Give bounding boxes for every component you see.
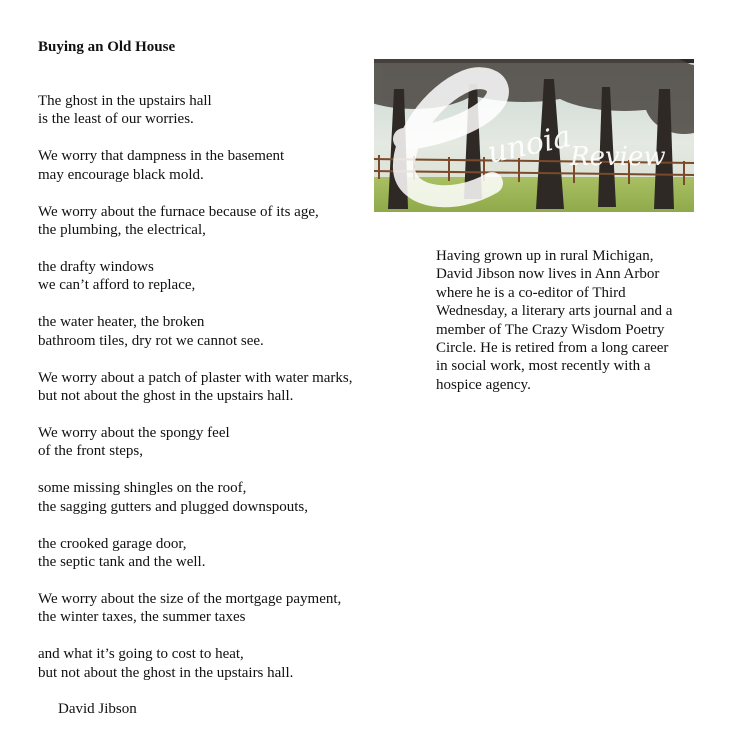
poem-stanza <box>38 369 398 406</box>
bio-line: David Jibson now lives in Ann Arbor <box>436 266 660 283</box>
poem-line: is the least of our worries. <box>38 111 194 128</box>
poem-stanza <box>38 147 398 184</box>
poem-stanza <box>38 92 398 129</box>
logo-text-left: unoia <box>484 119 575 171</box>
poem-line: the plumbing, the electrical, <box>38 222 206 239</box>
poem-line: of the front steps, <box>38 443 143 460</box>
poem-line: the water heater, the broken <box>38 314 205 331</box>
poem-line: the septic tank and the well. <box>38 553 206 570</box>
poem-line: The ghost in the upstairs hall <box>38 93 212 109</box>
poem-stanza <box>38 590 398 627</box>
poem-line: bathroom tiles, dry rot we cannot see. <box>38 332 264 349</box>
bio-line: in social work, most recently with a <box>436 358 651 375</box>
bio-line: Having grown up in rural Michigan, <box>436 248 654 264</box>
poem-line: We worry about the spongy feel <box>38 424 230 441</box>
bio-line: member of The Crazy Wisdom Poetry <box>436 321 665 338</box>
poem-stanza <box>38 424 398 461</box>
poem-line: but not about the ghost in the upstairs hall. <box>38 387 294 404</box>
bio-line: Wednesday, a literary arts journal and a <box>436 303 673 320</box>
poem-line: We worry that dampness in the basement <box>38 148 285 165</box>
poem-author: David Jibson <box>58 701 137 717</box>
poem-line: We worry about a patch of plaster with water marks, <box>38 369 353 386</box>
poem-stanza <box>38 313 398 350</box>
poem-stanza <box>38 258 398 295</box>
poem-line: and what it’s going to cost to heat, <box>38 646 244 663</box>
poem-stanza <box>38 645 398 682</box>
bio-line: Circle. He is retired from a long career <box>436 340 669 357</box>
poem-body <box>38 92 398 700</box>
author-bio <box>436 247 706 394</box>
poem-line: the crooked garage door, <box>38 535 187 552</box>
poem-line: but not about the ghost in the upstairs hall. <box>38 664 294 681</box>
poem-line: the drafty windows <box>38 258 154 275</box>
poem-stanza <box>38 203 398 240</box>
poem-line: may encourage black mold. <box>38 166 204 183</box>
eunoia-review-logo <box>374 59 694 212</box>
poem-title: Buying an Old House <box>38 39 176 55</box>
poem-line: some missing shingles on the roof, <box>38 480 247 497</box>
bio-line: where he is a co-editor of Third <box>436 284 626 301</box>
poem-line: the winter taxes, the summer taxes <box>38 609 246 626</box>
poem-stanza <box>38 535 398 572</box>
poem-stanza <box>38 479 398 516</box>
poem-line: We worry about the size of the mortgage payment, <box>38 590 342 607</box>
logo-text-right: Review <box>570 142 666 172</box>
poem-line: we can’t afford to replace, <box>38 277 196 294</box>
poem-line: the sagging gutters and plugged downspouts, <box>38 498 308 515</box>
poem-line: We worry about the furnace because of its age, <box>38 203 319 220</box>
bio-line: hospice agency. <box>436 376 531 393</box>
